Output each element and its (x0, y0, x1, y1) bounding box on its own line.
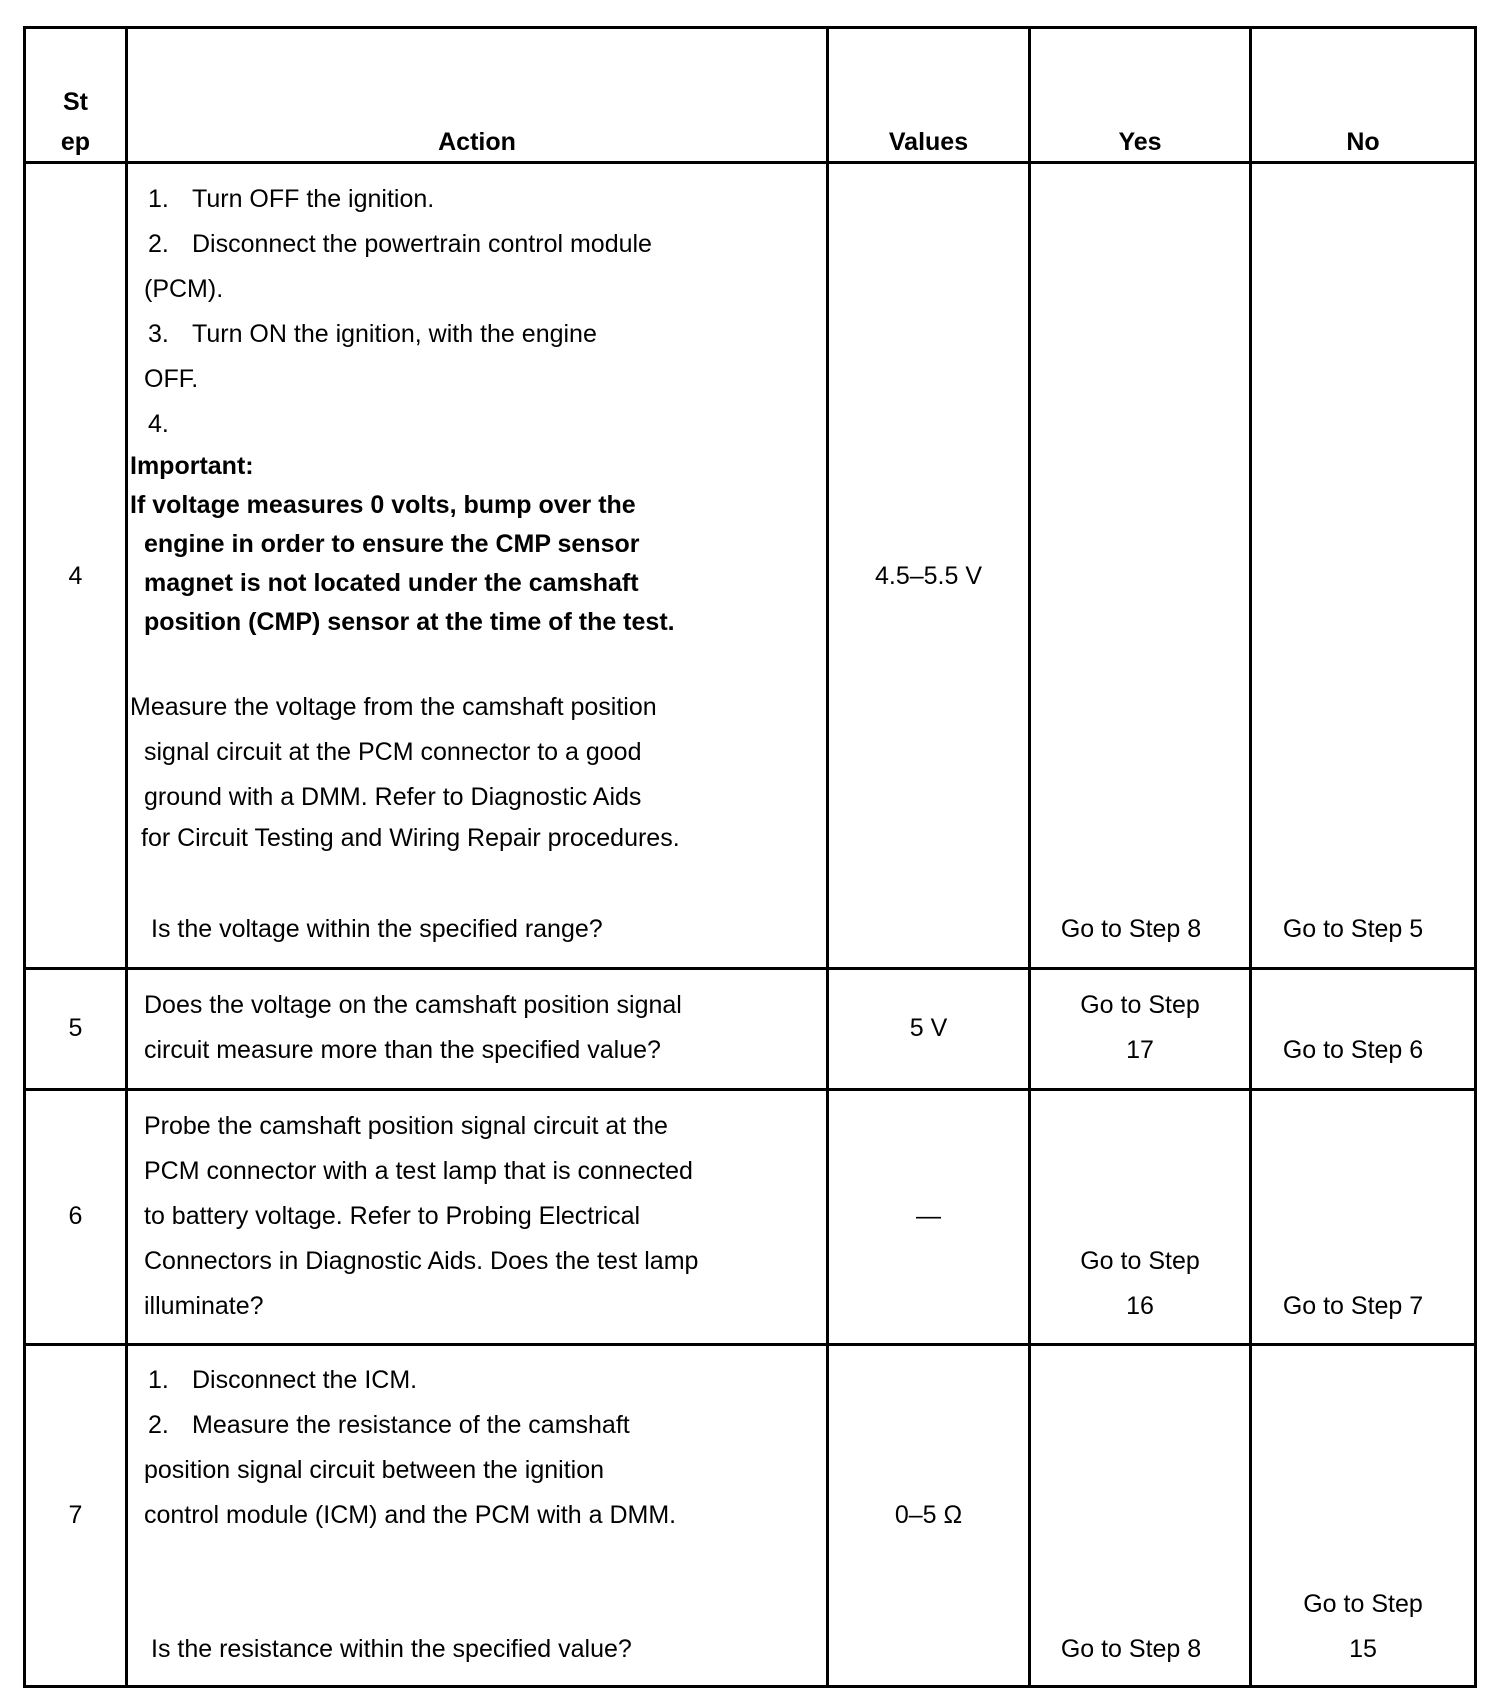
important-line: engine in order to ensure the CMP sensor (144, 530, 640, 558)
yes-result: Go to Step 8 (1060, 915, 1202, 943)
row-divider (23, 967, 1477, 970)
yes-result-line1: Go to Step (1080, 1247, 1200, 1275)
measure-line: Measure the voltage from the camshaft position (130, 693, 657, 721)
list-item-number: 4. (148, 410, 169, 438)
no-result-line1: Go to Step (1303, 1590, 1423, 1618)
step-number: 7 (68, 1501, 83, 1529)
list-item-text: Turn OFF the ignition. (192, 185, 435, 213)
measure-line: for Circuit Testing and Wiring Repair procedures. (141, 824, 680, 852)
list-item-text: Disconnect the powertrain control module (192, 230, 652, 258)
action-line: circuit measure more than the specified value? (144, 1036, 661, 1064)
list-item-text: Measure the resistance of the camshaft (192, 1411, 630, 1439)
column-divider (1249, 26, 1252, 1688)
header-no: No (1346, 128, 1380, 156)
header-yes: Yes (1118, 128, 1162, 156)
yes-result-line1: Go to Step (1080, 991, 1200, 1019)
list-item-number: 2. (148, 230, 169, 258)
table-border-top (23, 26, 1477, 29)
step-number: 5 (68, 1014, 83, 1042)
action-line: illuminate? (144, 1292, 264, 1320)
important-line: magnet is not located under the camshaft (144, 569, 639, 597)
row-divider (23, 1088, 1477, 1091)
list-item-text: Turn ON the ignition, with the engine (192, 320, 597, 348)
column-divider (125, 26, 128, 1688)
list-item-continuation: (PCM). (144, 275, 224, 303)
table-border-left (23, 26, 26, 1688)
header-values: Values (888, 128, 969, 156)
header-step-line2: ep (60, 128, 91, 156)
table-border-right (1474, 26, 1477, 1688)
header-divider (23, 161, 1477, 164)
list-item-number: 3. (148, 320, 169, 348)
action-line: Does the voltage on the camshaft position signal (144, 991, 682, 1019)
no-result: Go to Step 5 (1282, 915, 1424, 943)
action-line: to battery voltage. Refer to Probing Electrical (144, 1202, 641, 1230)
list-item-number: 1. (148, 1366, 169, 1394)
no-result: Go to Step 7 (1282, 1292, 1424, 1320)
yes-result-line2: 17 (1126, 1036, 1154, 1064)
spec-value: 0–5 Ω (894, 1501, 963, 1529)
action-line: PCM connector with a test lamp that is connected (144, 1157, 693, 1185)
measure-line: ground with a DMM. Refer to Diagnostic Aids (144, 783, 642, 811)
action-line: control module (ICM) and the PCM with a DMM. (144, 1501, 677, 1529)
list-item-text: Disconnect the ICM. (192, 1366, 418, 1394)
yes-result-line2: 16 (1126, 1292, 1154, 1320)
action-line: position signal circuit between the ignition (144, 1456, 604, 1484)
spec-value: — (916, 1202, 941, 1230)
column-divider (1028, 26, 1031, 1688)
yes-result: Go to Step 8 (1060, 1635, 1202, 1663)
list-item-number: 1. (148, 185, 169, 213)
header-action: Action (438, 128, 516, 156)
action-line: Probe the camshaft position signal circuit at the (144, 1112, 668, 1140)
important-line: position (CMP) sensor at the time of the test. (144, 608, 675, 636)
spec-value: 5 V (909, 1014, 948, 1042)
step-number: 6 (68, 1202, 83, 1230)
measure-line: signal circuit at the PCM connector to a good (144, 738, 642, 766)
important-line: If voltage measures 0 volts, bump over the (130, 491, 636, 519)
action-line: Connectors in Diagnostic Aids. Does the test lamp (144, 1247, 699, 1275)
action-question: Is the voltage within the specified range? (151, 915, 603, 943)
row-divider (23, 1343, 1477, 1346)
column-divider (826, 26, 829, 1688)
action-question: Is the resistance within the specified value? (151, 1635, 632, 1663)
step-number: 4 (68, 562, 83, 590)
no-result: Go to Step 6 (1282, 1036, 1424, 1064)
diagnostic-table (23, 26, 1477, 1688)
spec-value: 4.5–5.5 V (874, 562, 983, 590)
important-heading: Important: (130, 452, 254, 480)
header-step-line1: St (63, 88, 88, 116)
no-result-line2: 15 (1349, 1635, 1377, 1663)
list-item-number: 2. (148, 1411, 169, 1439)
list-item-continuation: OFF. (144, 365, 199, 393)
table-border-bottom (23, 1685, 1477, 1688)
